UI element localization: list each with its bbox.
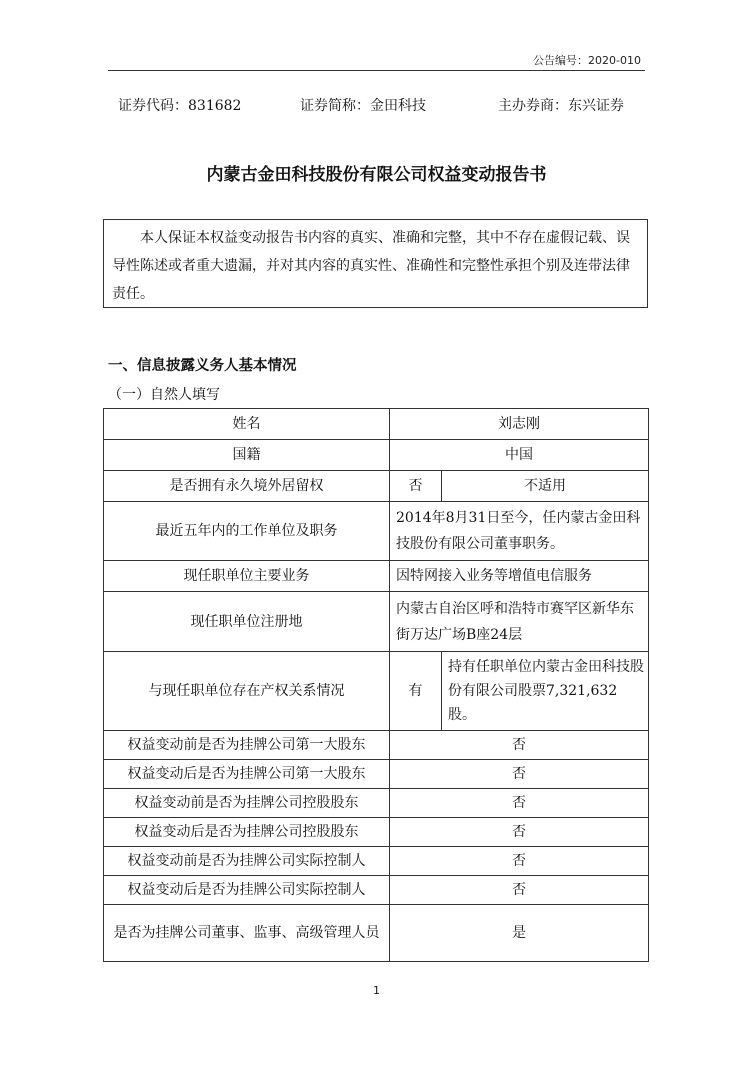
work-value: 2014年8月31日至今，任内蒙古金田科技股份有限公司董事职务。 bbox=[390, 502, 649, 561]
row-value: 否 bbox=[390, 760, 649, 789]
business-label: 现任职单位主要业务 bbox=[104, 561, 390, 592]
row-label: 权益变动前是否为挂牌公司第一大股东 bbox=[104, 731, 390, 760]
business-value: 因特网接入业务等增值电信服务 bbox=[390, 561, 649, 592]
row-value: 否 bbox=[390, 876, 649, 905]
nationality-value: 中国 bbox=[390, 440, 649, 471]
officer-label: 是否为挂牌公司董事、监事、高级管理人员 bbox=[104, 905, 390, 962]
residency-label: 是否拥有永久境外居留权 bbox=[104, 471, 390, 502]
work-label: 最近五年内的工作单位及职务 bbox=[104, 502, 390, 561]
securities-abbreviation: 证券简称：金田科技 bbox=[300, 98, 426, 114]
table-row bbox=[104, 876, 649, 905]
table-row bbox=[104, 409, 649, 440]
table-row bbox=[104, 440, 649, 471]
document-title: 内蒙古金田科技股份有限公司权益变动报告书 bbox=[206, 165, 547, 185]
row-label: 权益变动前是否为挂牌公司控股股东 bbox=[104, 789, 390, 818]
address-value: 内蒙古自治区呼和浩特市赛罕区新华东街万达广场B座24层 bbox=[390, 592, 649, 652]
row-value: 否 bbox=[390, 731, 649, 760]
table-row bbox=[104, 818, 649, 847]
table-row bbox=[104, 652, 649, 731]
table-row bbox=[104, 592, 649, 652]
guarantee-statement: 本人保证本权益变动报告书内容的真实、准确和完整，其中不存在虚假记载、误导性陈述或者重大遗漏，并对其内容的真实性、准确性和完整性承担个别及连带法律责任。 bbox=[103, 219, 648, 308]
nationality-label: 国籍 bbox=[104, 440, 390, 471]
table-row bbox=[104, 561, 649, 592]
table-row bbox=[104, 502, 649, 561]
table-row bbox=[104, 760, 649, 789]
officer-value: 是 bbox=[390, 905, 649, 962]
row-label: 权益变动前是否为挂牌公司实际控制人 bbox=[104, 847, 390, 876]
table-row bbox=[104, 847, 649, 876]
table-row bbox=[104, 905, 649, 962]
row-value: 否 bbox=[390, 847, 649, 876]
row-label: 权益变动后是否为挂牌公司控股股东 bbox=[104, 818, 390, 847]
address-label: 现任职单位注册地 bbox=[104, 592, 390, 652]
notice-number: 公告编号：2020-010 bbox=[533, 54, 641, 67]
securities-code: 证券代码：831682 bbox=[118, 98, 242, 114]
equity-relation-flag: 有 bbox=[390, 652, 442, 731]
row-label: 权益变动后是否为挂牌公司实际控制人 bbox=[104, 876, 390, 905]
table-row bbox=[104, 731, 649, 760]
residency-value: 不适用 bbox=[442, 471, 649, 502]
name-value: 刘志刚 bbox=[390, 409, 649, 440]
discloser-info-table bbox=[103, 408, 649, 962]
sponsoring-broker: 主办券商：东兴证券 bbox=[498, 98, 624, 114]
header-rule bbox=[108, 70, 645, 71]
table-row bbox=[104, 471, 649, 502]
section-heading: 一、信息披露义务人基本情况 bbox=[108, 358, 297, 374]
page-number: 1 bbox=[373, 984, 380, 997]
row-label: 权益变动后是否为挂牌公司第一大股东 bbox=[104, 760, 390, 789]
equity-relation-label: 与现任职单位存在产权关系情况 bbox=[104, 652, 390, 731]
name-label: 姓名 bbox=[104, 409, 390, 440]
table-row bbox=[104, 789, 649, 818]
section-subheading: （一）自然人填写 bbox=[108, 387, 220, 403]
row-value: 否 bbox=[390, 789, 649, 818]
residency-flag: 否 bbox=[390, 471, 442, 502]
equity-relation-value: 持有任职单位内蒙古金田科技股份有限公司股票7,321,632股。 bbox=[442, 652, 649, 731]
row-value: 否 bbox=[390, 818, 649, 847]
